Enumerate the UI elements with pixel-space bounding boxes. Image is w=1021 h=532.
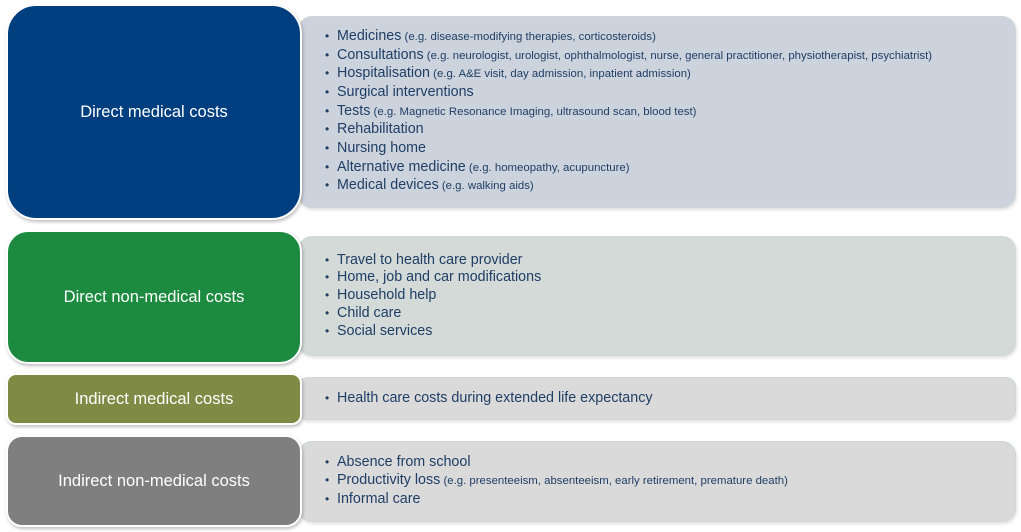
- item-main: Child care: [337, 304, 402, 321]
- list-item: • Home, job and car modifications: [325, 269, 542, 286]
- item-main: Health care costs during extended life expectancy: [337, 389, 653, 406]
- item-main: Medicines: [337, 27, 402, 44]
- list-item: • Consultations (e.g. neurologist, urologist, ophthalmologist, nurse, general practitioner, physiotherapist, psychiatrist): [325, 46, 933, 63]
- list-item: • Child care: [325, 304, 402, 321]
- item-detail: (e.g. homeopathy, acupuncture): [465, 161, 630, 174]
- item-detail: (e.g. Magnetic Resonance Imaging, ultrasound scan, blood test): [370, 105, 697, 118]
- list-item: • Travel to health care provider: [325, 251, 523, 268]
- indirect-non-medical-items-list: [325, 454, 1015, 508]
- direct-non-medical-label: Direct non-medical costs: [63, 287, 245, 306]
- item-main: Social services: [337, 322, 433, 339]
- item-detail: (e.g. presenteeism, absenteeism, early retirement, premature death): [440, 475, 788, 488]
- list-item: • Absence from school: [325, 454, 471, 471]
- item-main: Rehabilitation: [337, 121, 424, 138]
- item-main: Surgical interventions: [337, 83, 474, 100]
- item-main: Travel to health care provider: [337, 251, 523, 268]
- item-main: Nursing home: [337, 140, 426, 157]
- indirect-medical-items-panel: [298, 377, 1016, 420]
- list-item: • Medical devices (e.g. walking aids): [325, 177, 534, 194]
- indirect-medical-items-list: [325, 390, 1015, 408]
- item-main: Hospitalisation: [337, 65, 430, 82]
- item-main: Absence from school: [337, 454, 471, 471]
- item-main: Home, job and car modifications: [337, 269, 542, 286]
- item-main: Informal care: [337, 490, 421, 507]
- item-detail: (e.g. disease-modifying therapies, corticosteroids): [401, 30, 656, 43]
- direct-non-medical-label-box: [6, 230, 302, 364]
- indirect-non-medical-items-panel: [298, 441, 1016, 522]
- item-main: Alternative medicine: [337, 158, 466, 175]
- item-main: Tests: [337, 102, 371, 119]
- direct-medical-label: Direct medical costs: [80, 102, 228, 121]
- direct-medical-items-panel: [298, 16, 1016, 208]
- item-main: Consultations: [337, 46, 424, 63]
- item-detail: (e.g. A&E visit, day admission, inpatient admission): [429, 68, 691, 81]
- list-item: • Social services: [325, 322, 433, 339]
- direct-non-medical-items-panel: [298, 236, 1016, 356]
- list-item: • Tests (e.g. Magnetic Resonance Imaging, ultrasound scan, blood test): [325, 102, 697, 119]
- list-item: • Surgical interventions: [325, 83, 474, 100]
- indirect-non-medical-label-box: [6, 435, 302, 527]
- list-item: • Household help: [325, 287, 437, 304]
- item-detail: (e.g. walking aids): [438, 180, 534, 193]
- item-main: Productivity loss: [337, 472, 441, 489]
- list-item: • Health care costs during extended life expectancy: [325, 389, 653, 406]
- indirect-non-medical-label: Indirect non-medical costs: [58, 471, 250, 490]
- list-item: • Medicines (e.g. disease-modifying therapies, corticosteroids): [325, 27, 656, 44]
- indirect-medical-label: Indirect medical costs: [74, 389, 234, 408]
- list-item: • Nursing home: [325, 140, 426, 157]
- direct-medical-label-box: [6, 4, 302, 220]
- direct-non-medical-items-list: [325, 252, 1015, 341]
- list-item: • Hospitalisation (e.g. A&E visit, day admission, inpatient admission): [325, 65, 691, 82]
- indirect-medical-label-box: [6, 373, 302, 425]
- list-item: • Rehabilitation: [325, 121, 424, 138]
- list-item: • Alternative medicine (e.g. homeopathy, acupuncture): [325, 158, 630, 175]
- direct-medical-items-list: [325, 28, 1015, 196]
- item-main: Medical devices: [337, 177, 439, 194]
- list-item: • Informal care: [325, 490, 421, 507]
- item-detail: (e.g. neurologist, urologist, ophthalmologist, nurse, general practitioner, physiotherapist, psychiatrist): [423, 49, 933, 62]
- item-main: Household help: [337, 287, 437, 304]
- list-item: • Productivity loss (e.g. presenteeism, absenteeism, early retirement, premature death): [325, 472, 788, 489]
